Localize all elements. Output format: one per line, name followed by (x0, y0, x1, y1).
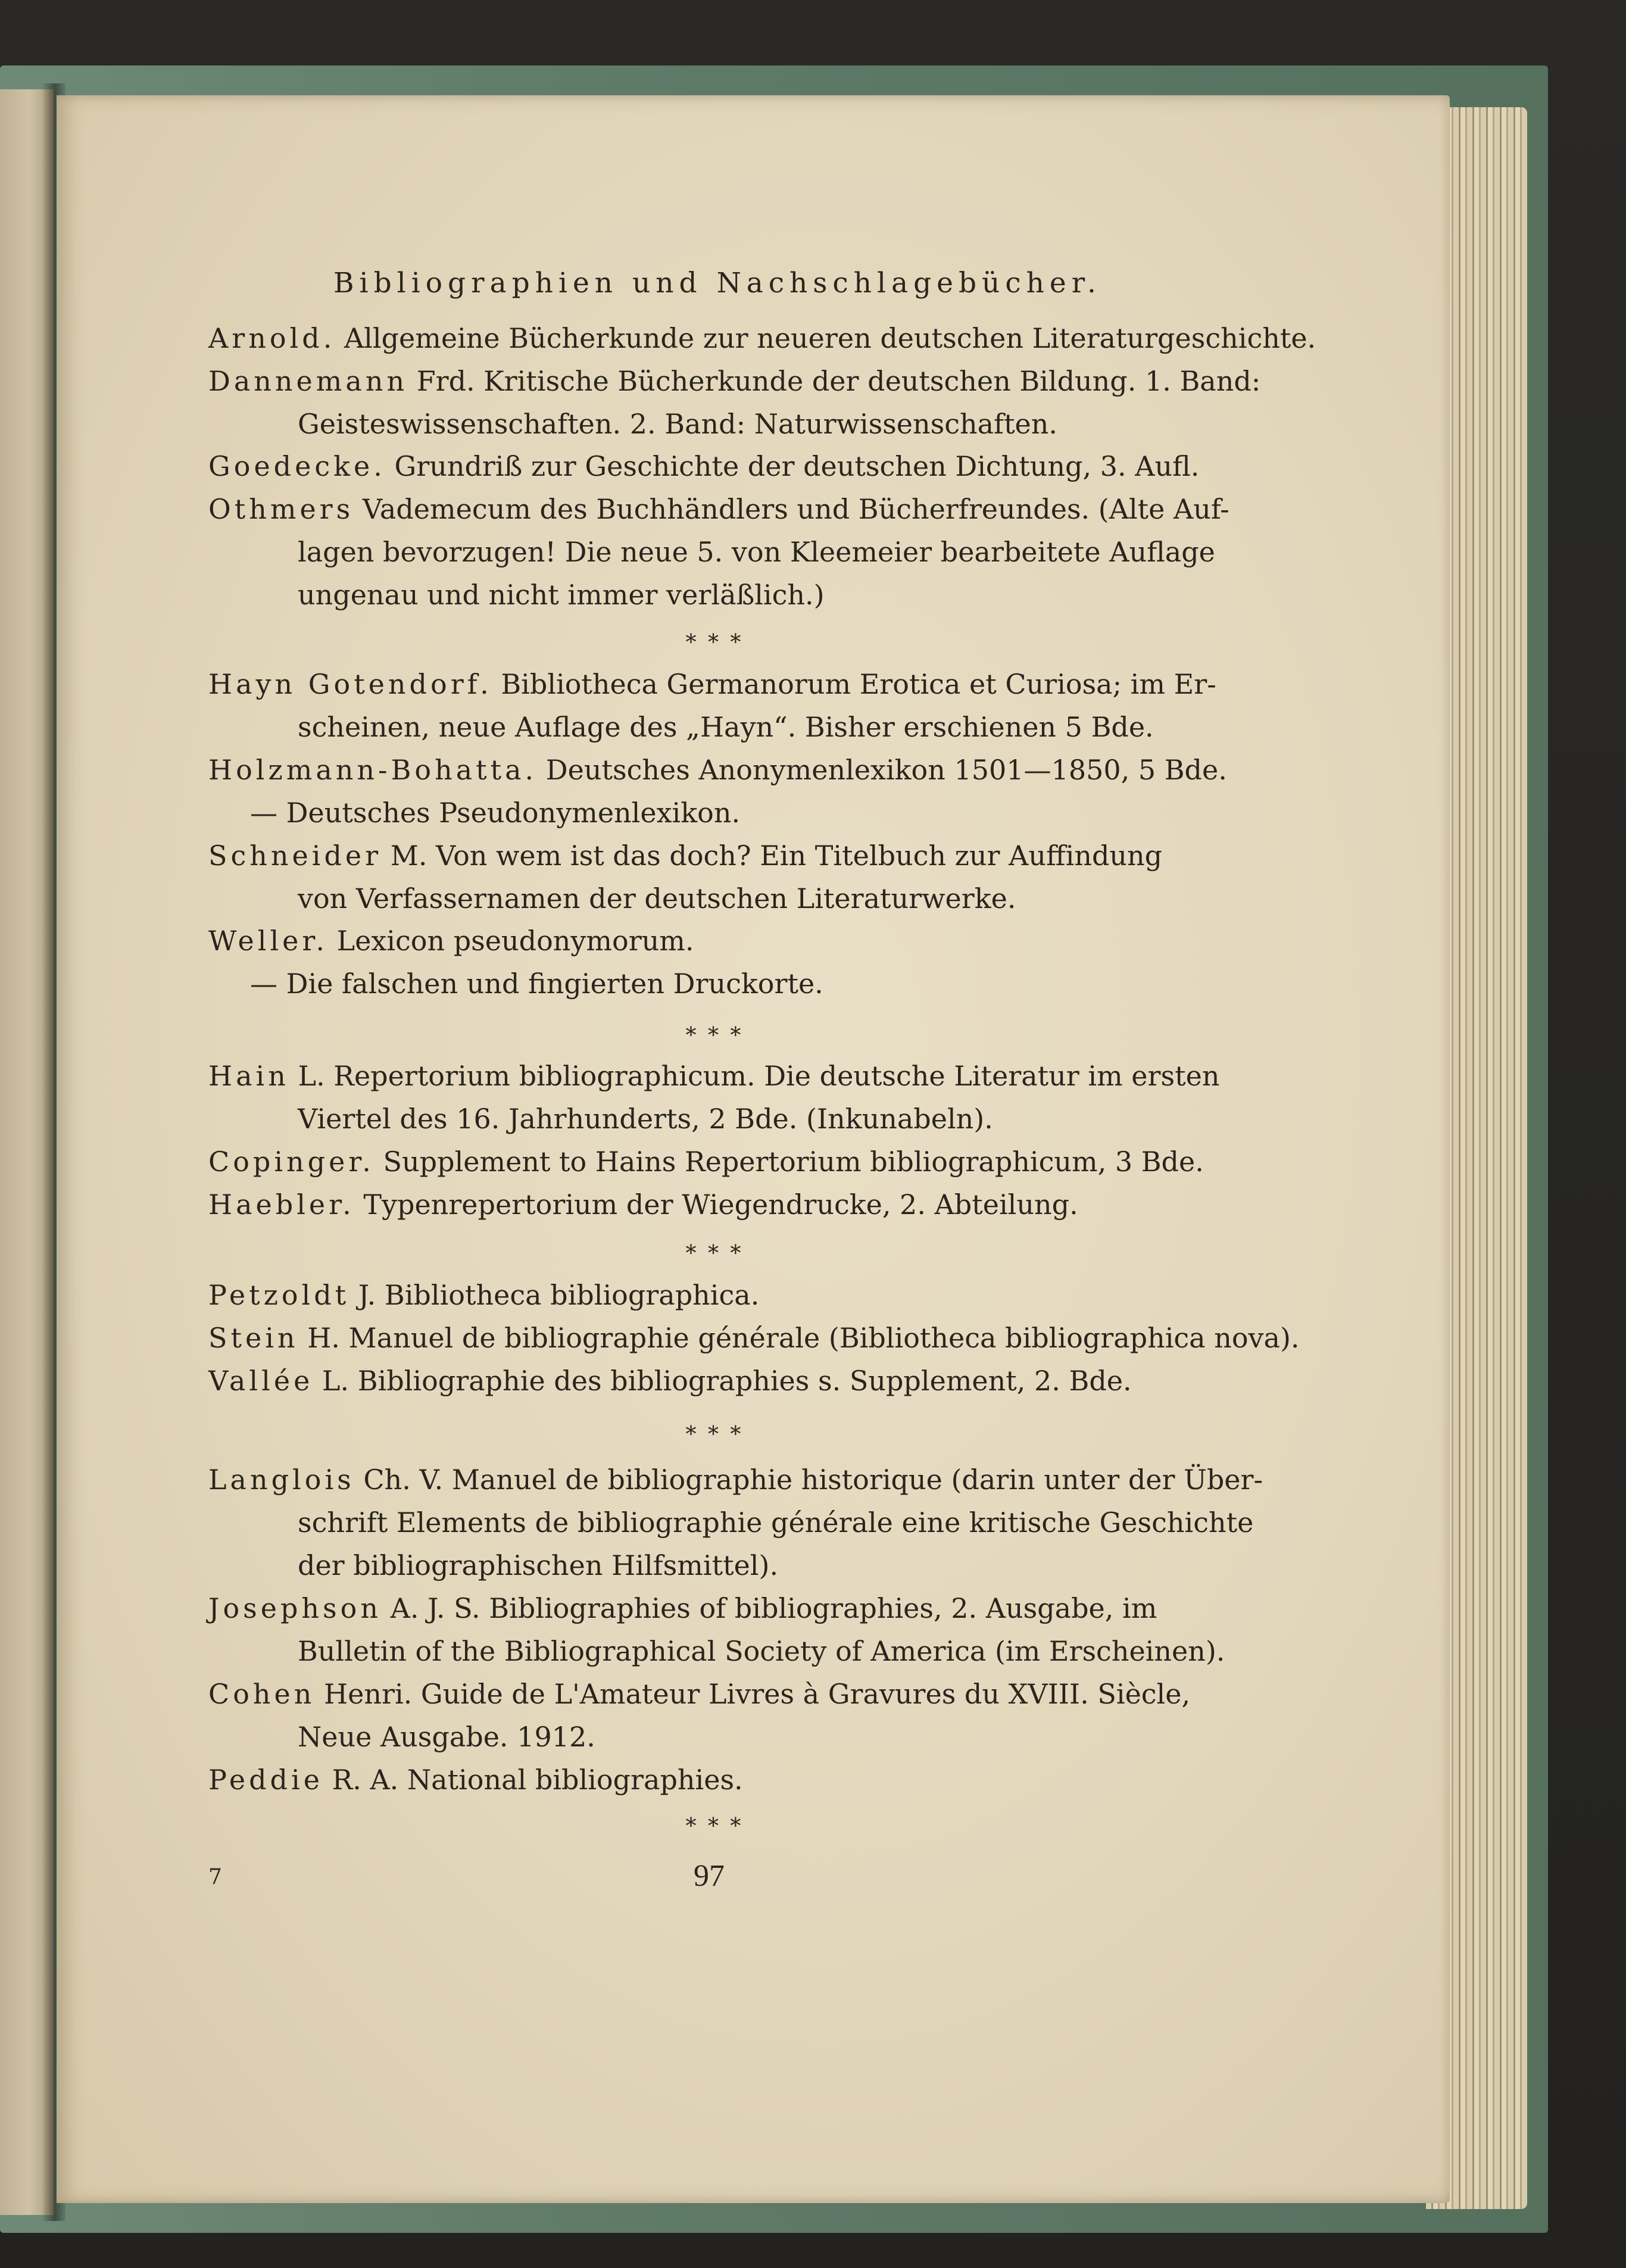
entry-line: scheinen, neue Auflage des „Hayn“. Bisher erschienen 5 Bde. (298, 711, 1154, 743)
page-number: 97 (694, 1859, 725, 1893)
entry-text: Supplement to Hains Repertorium bibliographicum, 3 Bde. (383, 1146, 1204, 1178)
entry-text: M. Von wem ist das doch? Ein Titelbuch zur Auffindung (390, 840, 1163, 872)
section-separator: * * * (685, 1814, 744, 1839)
entry-line: von Verfassernamen der deutschen Literaturwerke. (298, 882, 1016, 915)
entry-line: schrift Elements de bibliographie générale eine kritische Geschichte (298, 1506, 1254, 1539)
entry-line (208, 925, 694, 957)
entry-author: Josephson (208, 1592, 382, 1624)
entry-text: R. A. National bibliographies. (332, 1764, 743, 1796)
entry-line: der bibliographischen Hilfsmittel). (298, 1549, 779, 1581)
entry-author: Hayn Gotendorf. (208, 668, 492, 700)
entry-text: L. Repertorium bibliographicum. Die deutsche Literatur im ersten (298, 1060, 1220, 1092)
entry-line (208, 1281, 759, 1309)
entry-line (208, 367, 1260, 395)
entry-author: Copinger. (208, 1146, 374, 1178)
entry-text: Henri. Guide de L'Amateur Livres à Gravures du XVIII. Siècle, (324, 1678, 1191, 1710)
entry-text: Grundriß zur Geschichte der deutschen Dichtung, 3. Aufl. (394, 450, 1200, 482)
entry-line: ungenau und nicht immer verläßlich.) (298, 579, 825, 611)
entry-author: Cohen (208, 1678, 316, 1710)
entry-line (208, 1464, 1263, 1496)
entry-text: Lexicon pseudonymorum. (336, 925, 694, 957)
entry-author: Stein (208, 1322, 299, 1354)
entry-line (208, 670, 1216, 698)
entry-author: Petzoldt (208, 1279, 350, 1311)
entry-line (208, 322, 1316, 354)
entry-author: Schneider (208, 840, 382, 872)
entry-line: lagen bevorzugen! Die neue 5. von Kleemeier bearbeitete Auflage (298, 536, 1215, 568)
entry-text: Deutsches Anonymenlexikon 1501—1850, 5 Bde. (545, 754, 1227, 786)
entry-text: Ch. V. Manuel de bibliographie historique (darin unter der Über- (363, 1464, 1263, 1496)
entry-line: — Die falschen und fingierten Druckorte. (250, 968, 823, 1000)
entry-line: Neue Ausgabe. 1912. (298, 1721, 595, 1753)
section-separator: * * * (685, 631, 744, 655)
entry-line: Viertel des 16. Jahrhunderts, 2 Bde. (Inkunabeln). (298, 1103, 993, 1135)
entry-line (208, 1764, 743, 1796)
entry-author: Holzmann-Bohatta. (208, 754, 538, 786)
section-separator: * * * (685, 1024, 744, 1048)
entry-author: Hain (208, 1060, 289, 1092)
entry-author: Haebler. (208, 1188, 355, 1221)
entry-line (208, 1680, 1190, 1708)
entry-text: J. Bibliotheca bibliographica. (358, 1279, 760, 1311)
section-separator: * * * (685, 1422, 744, 1447)
signature-mark: 7 (208, 1865, 222, 1889)
entry-line (208, 1324, 1300, 1352)
entry-line (208, 756, 1227, 784)
entry-line (208, 1367, 1132, 1395)
entry-text: A. J. S. Bibliographies of bibliographies, 2. Ausgabe, im (390, 1592, 1157, 1624)
entry-author: Weller. (208, 925, 328, 957)
entry-line (208, 450, 1200, 482)
entry-line (208, 1146, 1204, 1178)
entry-author: Dannemann (208, 365, 408, 397)
entry-line (208, 1062, 1219, 1090)
entry-author: Langlois (208, 1464, 355, 1496)
entry-author: Arnold. (208, 322, 336, 354)
entry-text: Allgemeine Bücherkunde zur neueren deutschen Literaturgeschichte. (344, 322, 1316, 354)
entry-line: Bulletin of the Bibliographical Society of America (im Erscheinen). (298, 1635, 1225, 1667)
entry-author: Goedecke. (208, 450, 386, 482)
entry-line (208, 840, 1163, 872)
entry-author: Peddie (208, 1764, 323, 1796)
entry-text: Vademecum des Buchhändlers und Bücherfreundes. (Alte Auf- (362, 493, 1229, 525)
entry-line: — Deutsches Pseudonymenlexikon. (250, 797, 741, 829)
entry-line (208, 1592, 1157, 1624)
page-heading: Bibliographien und Nachschlagebücher. (333, 267, 1101, 300)
entry-text: Frd. Kritische Bücherkunde der deutschen Bildung. 1. Band: (416, 365, 1261, 397)
entry-text: H. Manuel de bibliographie générale (Bibliotheca bibliographica nova). (307, 1322, 1300, 1354)
entry-author: Vallée (208, 1365, 314, 1397)
entry-text: Typenrepertorium der Wiegendrucke, 2. Abteilung. (363, 1188, 1078, 1221)
entry-text: L. Bibliographie des bibliographies s. Supplement, 2. Bde. (322, 1365, 1132, 1397)
entry-line (208, 495, 1229, 523)
entry-text: Bibliotheca Germanorum Erotica et Curiosa; im Er- (501, 668, 1216, 700)
entry-line (208, 1188, 1078, 1221)
entry-line: Geisteswissenschaften. 2. Band: Naturwissenschaften. (298, 408, 1058, 440)
entry-author: Othmers (208, 493, 354, 525)
section-separator: * * * (685, 1241, 744, 1266)
